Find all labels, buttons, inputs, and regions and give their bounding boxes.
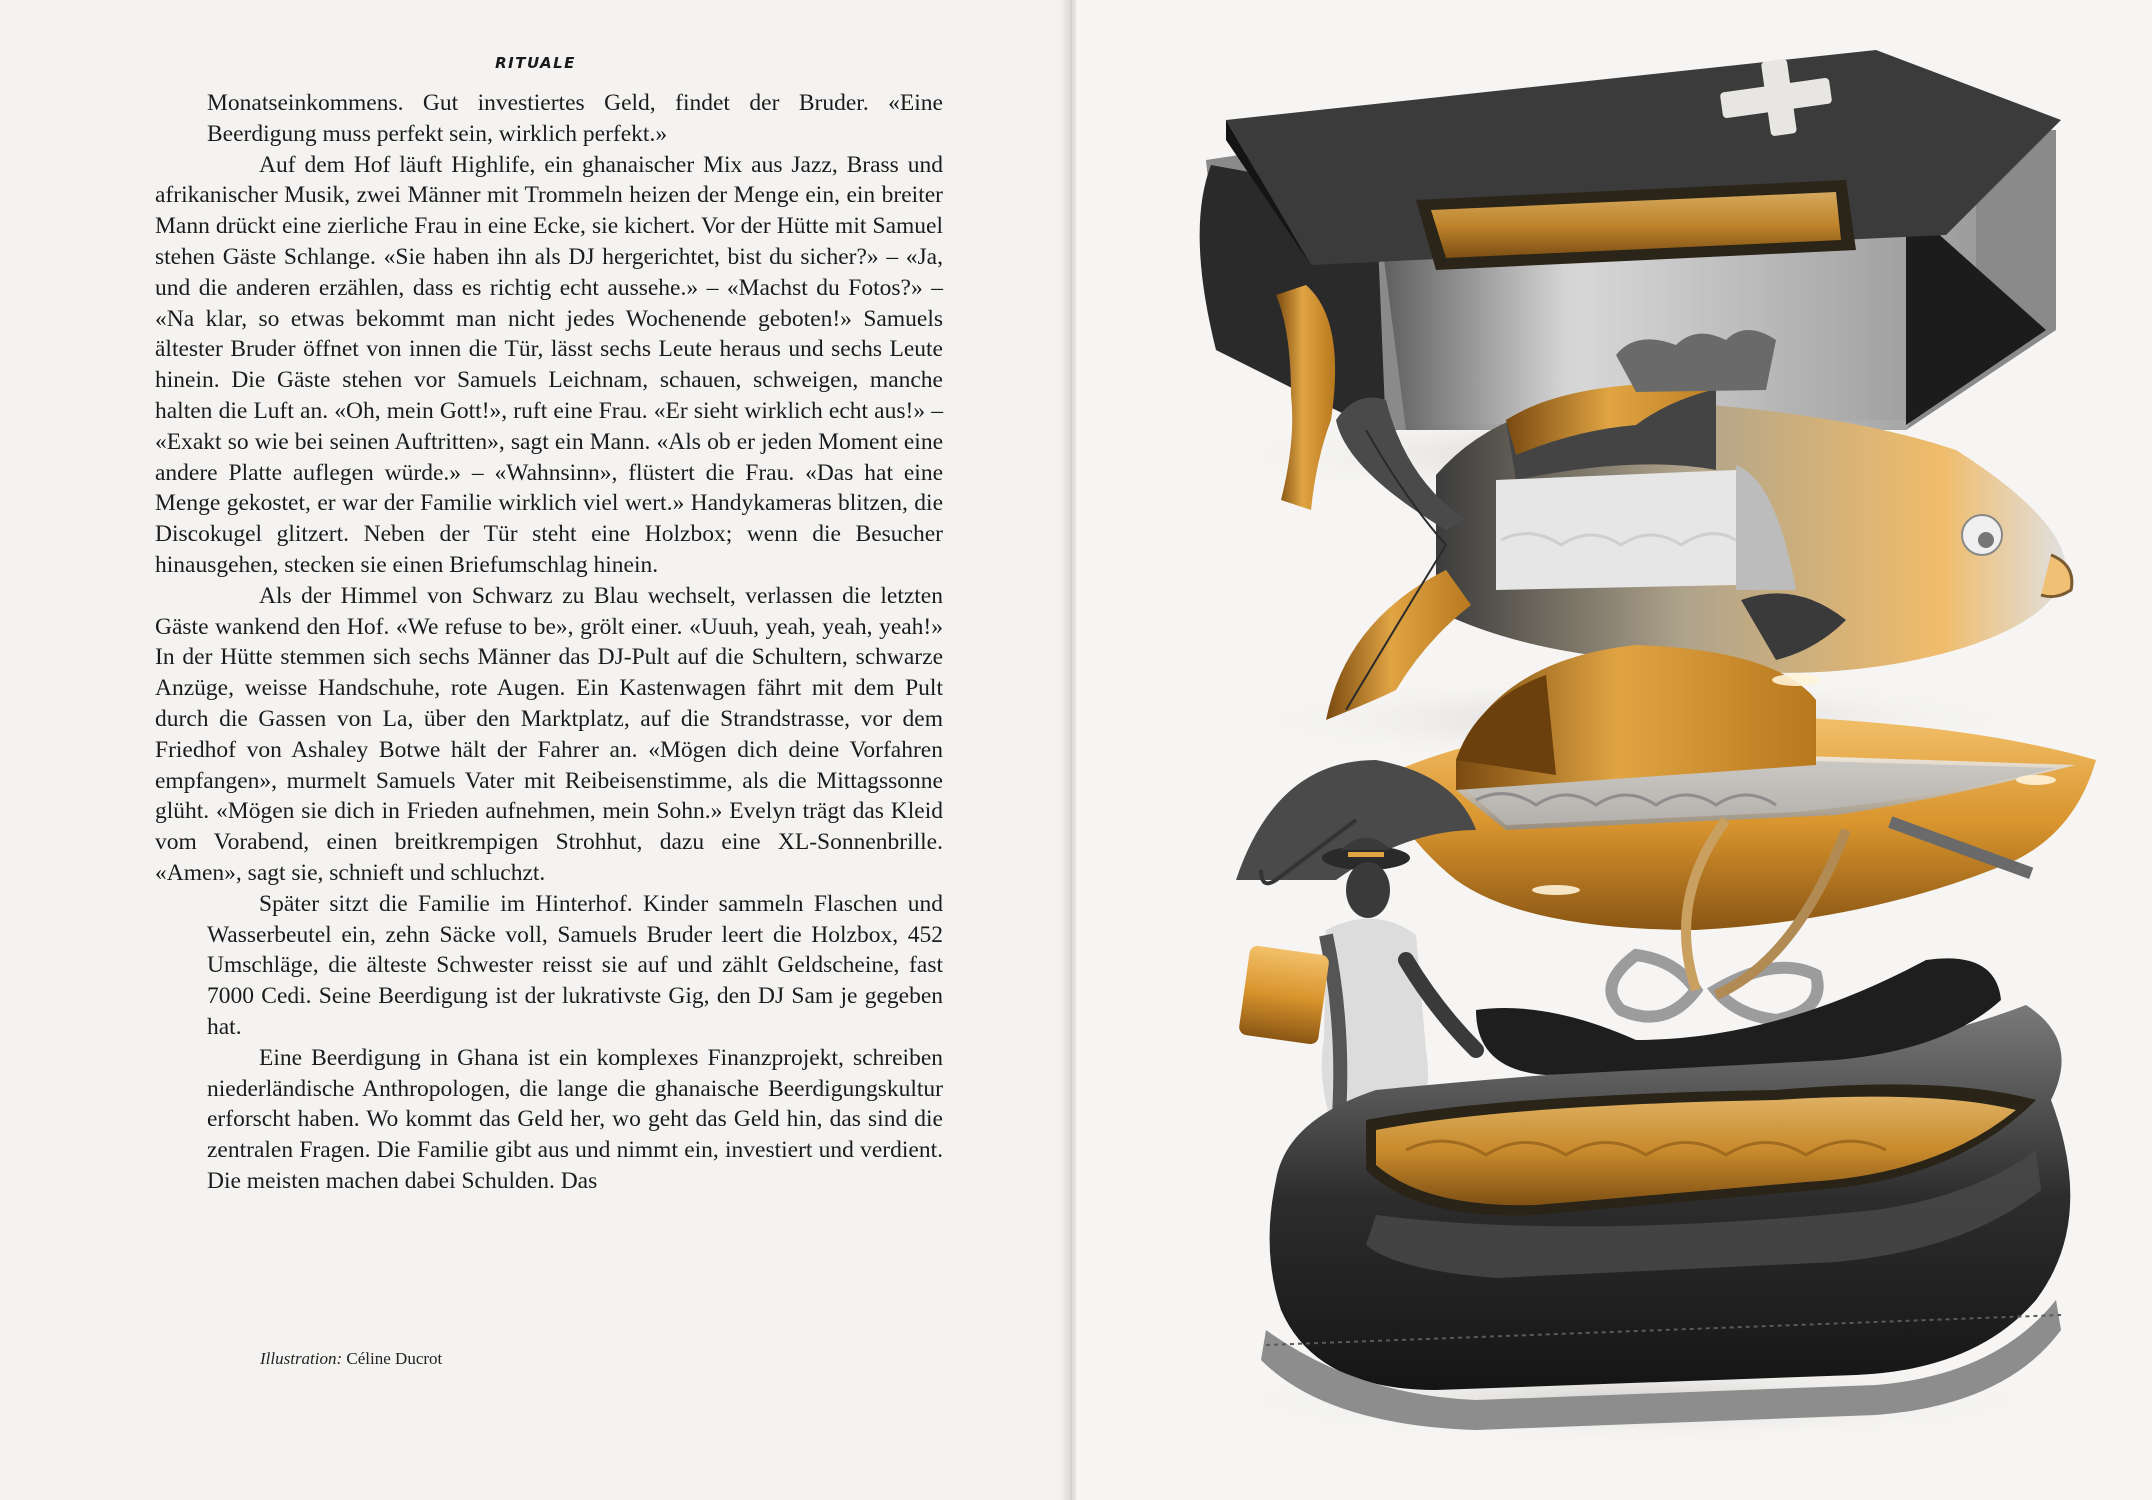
- paragraph-4: Später sitzt die Familie im Hinterhof. Kinder sammeln Flaschen und Wasserbeutel ein, zehn Säcke voll, Samuels Bruder leert die Holzbox, 452 Umschläge, die älteste Schwester reisst sie auf und zählt Geldscheine, fast 7000 Cedi. Seine Beerdigung ist der lukrativste Gig, den DJ Sam je gegeben hat.: [207, 890, 943, 1040]
- credit-label: Illustration:: [260, 1349, 343, 1368]
- paragraph-1: Monatseinkommens. Gut investiertes Geld, findet der Bruder. «Eine Beerdigung muss perfekt sein, wirklich perfekt.»: [207, 90, 943, 147]
- coffin-stack-illustration: [1076, 0, 2152, 1500]
- article-body: [155, 88, 943, 1197]
- left-page: [0, 0, 1071, 1500]
- credit-name: Céline Ducrot: [346, 1349, 443, 1368]
- running-head: RITUALE: [495, 54, 576, 72]
- paragraph-3: Als der Himmel von Schwarz zu Blau wechselt, verlassen die letzten Gäste wankend den Hof. «We refuse to be», grölt einer. «Uuuh, yeah, yeah, yeah!» In der Hütte stemmen sich sechs Männer das DJ-Pult auf die Schultern, schwarze Anzüge, weisse Handschuhe, rote Augen. Ein Kastenwagen fährt mit dem Pult durch die Gassen von La, über den Marktplatz, auf die Strandstrasse, vor dem Friedhof von Ashaley Botwe hält der Fahrer an. «Mögen dich deine Vorfahren empfangen», murmelt Samuels Vater mit Reibeisenstimme, als die Mittagssonne glüht. «Mögen sie dich in Frieden aufnehmen, mein Sohn.» Evelyn trägt das Kleid vom Vorabend, einen breitkrempigen Strohhut, dazu eine XL-Sonnenbrille. «Amen», sagt sie, schnieft und schluchzt.: [155, 582, 943, 886]
- paragraph-2: Auf dem Hof läuft Highlife, ein ghanaischer Mix aus Jazz, Brass und afrikanischer Musik, zwei Männer mit Trommeln heizen der Menge ein, ein breiter Mann drückt eine zierliche Frau in eine Ecke, sie kichert. Vor der Hütte mit Samuel stehen Gäste Schlange. «Sie haben ihn als DJ hergerichtet, bist du sicher?» – «Ja, und die anderen erzählen, dass es richtig echt aussehe.» – «Machst du Fotos?» – «Na klar, so etwas bekommt man nicht jedes Wochenende geboten!» Samuels ältester Bruder öffnet von innen die Tür, lässt sechs Leute heraus und sechs Leute hinein. Die Gäste stehen vor Samuels Leichnam, schauen, schweigen, manche halten die Luft an. «Oh, mein Gott!», ruft eine Frau. «Er sieht wirklich echt aus!» – «Exakt so wie bei seinen Auftritten», sagt ein Mann. «Als ob er jeden Moment eine andere Platte auflegen würde.» – «Wahnsinn», flüstert die Frau. «Das hat eine Menge gekostet, er war der Familie wirklich viel wert.» Handykameras blitzen, die Discokugel glitzert. Neben der Tür steht eine Holzbox; wenn die Besucher hinausgehen, stecken sie einen Briefumschlag hinein.: [155, 151, 943, 578]
- illustration-credit: [260, 1349, 442, 1369]
- paragraph-5: Eine Beerdigung in Ghana ist ein komplexes Finanzprojekt, schreiben niederländische Anthropologen, die lange die ghanaische Beerdigungskultur erforscht haben. Wo kommt das Geld her, wo geht das Geld hin, das sind die zentralen Fragen. Die Familie gibt aus und nimmt ein, investiert und verdient. Die meisten machen dabei Schulden. Das: [207, 1044, 943, 1194]
- mourner-figure-icon: [1236, 760, 1476, 1140]
